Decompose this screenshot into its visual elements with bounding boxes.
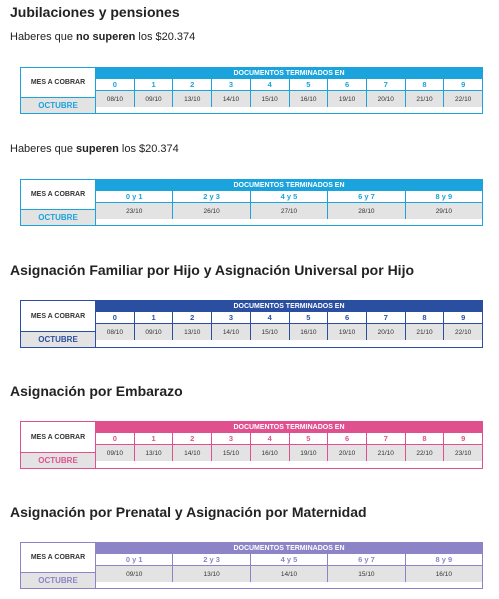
- digit-cell: 0 y 1: [125, 555, 143, 564]
- subtitle-text: los $20.374: [118, 143, 179, 155]
- subtitle-superen: [10, 143, 179, 155]
- digits-row: [96, 312, 482, 324]
- date-cell: 13/10: [172, 91, 211, 107]
- date-cell: 09/10: [106, 449, 123, 457]
- digit-cell: 3: [211, 312, 250, 323]
- digit-cell: 5: [289, 79, 328, 90]
- subtitle-bold: superen: [76, 143, 119, 155]
- payment-table: [20, 421, 483, 469]
- digit-cell: 5: [289, 433, 328, 444]
- subtitle-text: los $20.374: [135, 31, 196, 43]
- date-cell: 20/10: [327, 445, 366, 461]
- date-cell: 26/10: [172, 203, 249, 219]
- dates-row: [96, 324, 482, 340]
- date-cell: 22/10: [443, 91, 482, 107]
- digit-cell: 8 y 9: [405, 554, 482, 565]
- dates-row: [96, 203, 482, 219]
- dates-row: [96, 91, 482, 107]
- month-column: [21, 543, 96, 588]
- date-cell: 16/10: [289, 91, 328, 107]
- date-cell: 21/10: [366, 445, 405, 461]
- month-header: MES A COBRAR: [30, 554, 86, 561]
- digit-cell: 8: [405, 312, 444, 323]
- date-cell: 21/10: [405, 91, 444, 107]
- digit-cell: 6 y 7: [327, 191, 404, 202]
- digit-cell: 2: [172, 312, 211, 323]
- documents-header: DOCUMENTOS TERMINADOS EN: [96, 301, 482, 312]
- subtitle-text: Haberes que: [10, 31, 77, 43]
- digit-cell: 0: [112, 80, 117, 89]
- month-header: MES A COBRAR: [30, 433, 86, 441]
- date-cell: 15/10: [211, 445, 250, 461]
- documents-header: DOCUMENTOS TERMINADOS EN: [96, 422, 482, 433]
- digits-row: [96, 554, 482, 566]
- section-title-prenatal: Asignación por Prenatal y Asignación por Maternidad: [10, 504, 367, 520]
- documents-header: DOCUMENTOS TERMINADOS EN: [96, 543, 482, 554]
- month-column: [21, 68, 96, 113]
- date-cell: 14/10: [172, 445, 211, 461]
- date-cell: 22/10: [405, 445, 444, 461]
- date-cell: 15/10: [250, 324, 289, 340]
- date-cell: 28/10: [327, 203, 404, 219]
- digit-cell: 8: [405, 79, 444, 90]
- date-cell: 27/10: [250, 203, 327, 219]
- digits-row: [96, 191, 482, 203]
- documents-header: DOCUMENTOS TERMINADOS EN: [96, 180, 482, 191]
- section-title-auh: Asignación Familiar por Hijo y Asignación Universal por Hijo: [10, 262, 415, 278]
- digit-cell: 3: [211, 79, 250, 90]
- digit-cell: 6: [327, 312, 366, 323]
- digit-cell: 1: [134, 433, 173, 444]
- date-cell: 15/10: [250, 91, 289, 107]
- month-header: MES A COBRAR: [30, 79, 86, 86]
- date-cell: 13/10: [172, 324, 211, 340]
- digit-cell: 8: [405, 433, 444, 444]
- payment-table: [20, 179, 483, 226]
- documents-column: [96, 422, 482, 468]
- dates-row: [96, 566, 482, 582]
- digit-cell: 6: [327, 433, 366, 444]
- date-cell: 09/10: [126, 570, 143, 578]
- digit-cell: 2 y 3: [172, 554, 249, 565]
- month-value: OCTUBRE: [21, 97, 95, 113]
- digits-row: [96, 433, 482, 445]
- month-value: OCTUBRE: [21, 209, 95, 225]
- digit-cell: 9: [443, 433, 482, 444]
- date-cell: 09/10: [134, 324, 173, 340]
- payment-table: [20, 542, 483, 589]
- month-value: OCTUBRE: [21, 331, 95, 347]
- digit-cell: 7: [366, 433, 405, 444]
- digit-cell: 4: [250, 79, 289, 90]
- digit-cell: 4 y 5: [250, 191, 327, 202]
- digit-cell: 6 y 7: [327, 554, 404, 565]
- month-header: MES A COBRAR: [30, 312, 86, 320]
- digit-cell: 0: [112, 313, 117, 322]
- date-cell: 20/10: [366, 91, 405, 107]
- date-cell: 14/10: [211, 324, 250, 340]
- date-cell: 13/10: [172, 566, 249, 582]
- date-cell: 19/10: [289, 445, 328, 461]
- section-title-embarazo: Asignación por Embarazo: [10, 383, 183, 399]
- digit-cell: 4: [250, 312, 289, 323]
- digit-cell: 4: [250, 433, 289, 444]
- month-value: OCTUBRE: [21, 452, 95, 468]
- digit-cell: 2 y 3: [172, 191, 249, 202]
- documents-column: [96, 180, 482, 225]
- date-cell: 29/10: [405, 203, 482, 219]
- digit-cell: 9: [443, 312, 482, 323]
- subtitle-bold: no superen: [76, 31, 136, 43]
- payment-table: [20, 67, 483, 114]
- documents-column: [96, 68, 482, 113]
- digit-cell: 5: [289, 312, 328, 323]
- digit-cell: 0 y 1: [125, 192, 143, 201]
- date-cell: 16/10: [405, 566, 482, 582]
- date-cell: 21/10: [405, 324, 444, 340]
- digit-cell: 1: [134, 79, 173, 90]
- subtitle-text: Haberes que: [10, 143, 77, 155]
- digit-cell: 9: [443, 79, 482, 90]
- digit-cell: 4 y 5: [250, 554, 327, 565]
- date-cell: 20/10: [366, 324, 405, 340]
- digit-cell: 7: [366, 79, 405, 90]
- date-cell: 15/10: [327, 566, 404, 582]
- date-cell: 16/10: [289, 324, 328, 340]
- section-title-jubilaciones: Jubilaciones y pensiones: [10, 4, 180, 20]
- month-column: [21, 301, 96, 347]
- month-column: [21, 422, 96, 468]
- date-cell: 14/10: [211, 91, 250, 107]
- digit-cell: 8 y 9: [405, 191, 482, 202]
- date-cell: 19/10: [327, 91, 366, 107]
- documents-column: [96, 301, 482, 347]
- digit-cell: 7: [366, 312, 405, 323]
- date-cell: 08/10: [106, 95, 123, 103]
- documents-column: [96, 543, 482, 588]
- digit-cell: 3: [211, 433, 250, 444]
- digit-cell: 0: [112, 434, 117, 443]
- digit-cell: 1: [134, 312, 173, 323]
- date-cell: 16/10: [250, 445, 289, 461]
- dates-row: [96, 445, 482, 461]
- date-cell: 19/10: [327, 324, 366, 340]
- digit-cell: 6: [327, 79, 366, 90]
- date-cell: 09/10: [134, 91, 173, 107]
- date-cell: 13/10: [134, 445, 173, 461]
- date-cell: 23/10: [126, 207, 143, 215]
- date-cell: 14/10: [250, 566, 327, 582]
- subtitle-no-superen: [10, 31, 195, 43]
- digits-row: [96, 79, 482, 91]
- month-value: OCTUBRE: [21, 572, 95, 588]
- digit-cell: 2: [172, 433, 211, 444]
- month-header: MES A COBRAR: [30, 191, 86, 198]
- documents-header: DOCUMENTOS TERMINADOS EN: [96, 68, 482, 79]
- date-cell: 23/10: [443, 445, 482, 461]
- month-column: [21, 180, 96, 225]
- date-cell: 22/10: [443, 324, 482, 340]
- payment-table: [20, 300, 483, 348]
- date-cell: 08/10: [106, 328, 123, 336]
- digit-cell: 2: [172, 79, 211, 90]
